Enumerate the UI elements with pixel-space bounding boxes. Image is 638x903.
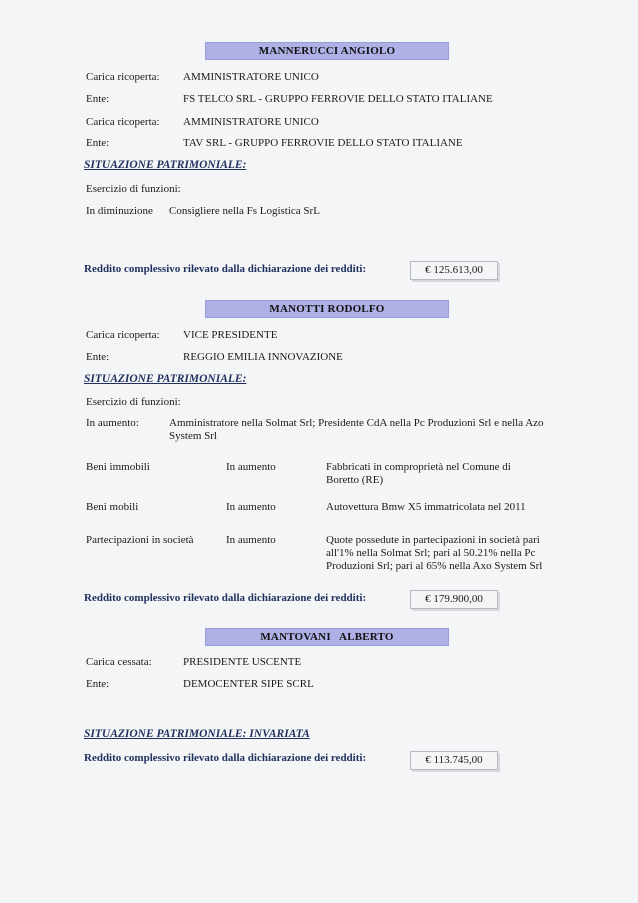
beni-type: Beni immobili — [86, 461, 150, 473]
beni-type: Partecipazioni in società — [86, 534, 194, 546]
field-value: TAV SRL - GRUPPO FERROVIE DELLO STATO ITALIANE — [183, 137, 463, 149]
person-name-header: MANOTTI RODOLFO — [205, 300, 449, 318]
field-label: Ente: — [86, 678, 110, 690]
beni-desc: Quote possedute in partecipazioni in società pari all'1% nella Solmat Srl; pari al 50.21% nella Pc Produzioni Srl; pari al 65% nella Axo System Srl — [326, 534, 543, 572]
field-value: FS TELCO SRL - GRUPPO FERROVIE DELLO STATO ITALIANE — [183, 93, 493, 105]
section-heading: SITUAZIONE PATRIMONIALE: INVARIATA — [84, 728, 310, 740]
beni-desc: Autovettura Bmw X5 immatricolata nel 2011 — [326, 501, 526, 513]
esercizio-label: Esercizio di funzioni: — [86, 183, 181, 195]
field-value: VICE PRESIDENTE — [183, 329, 278, 341]
beni-status: In aumento — [226, 534, 276, 546]
field-label: Carica ricoperta: — [86, 329, 160, 341]
field-value: DEMOCENTER SIPE SCRL — [183, 678, 314, 690]
field-label: Ente: — [86, 351, 110, 363]
beni-status: In aumento — [226, 501, 276, 513]
reddito-label: Reddito complessivo rilevato dalla dichiarazione dei redditi: — [84, 752, 367, 764]
diminuzione-label: In diminuzione — [86, 205, 153, 217]
reddito-label: Reddito complessivo rilevato dalla dichiarazione dei redditi: — [84, 263, 367, 275]
person-name-header: MANNERUCCI ANGIOLO — [205, 42, 449, 60]
aumento-value: Amministratore nella Solmat Srl; Presidente CdA nella Pc Produzioni Srl e nella Azo System Srl — [169, 417, 544, 442]
field-value: AMMINISTRATORE UNICO — [183, 71, 319, 83]
beni-type: Beni mobili — [86, 501, 139, 513]
reddito-label: Reddito complessivo rilevato dalla dichiarazione dei redditi: — [84, 592, 367, 604]
reddito-value: € 113.745,00 — [410, 751, 498, 770]
diminuzione-value: Consigliere nella Fs Logistica SrL — [169, 205, 320, 217]
reddito-value: € 179.900,00 — [410, 590, 498, 609]
section-heading: SITUAZIONE PATRIMONIALE: — [84, 159, 247, 171]
field-value: REGGIO EMILIA INNOVAZIONE — [183, 351, 343, 363]
person-name-header: MANTOVANI ALBERTO — [205, 628, 449, 646]
field-value: PRESIDENTE USCENTE — [183, 656, 302, 668]
field-label: Carica ricoperta: — [86, 116, 160, 128]
beni-desc: Fabbricati in comproprietà nel Comune di Boretto (RE) — [326, 461, 511, 486]
field-label: Ente: — [86, 93, 110, 105]
field-label: Ente: — [86, 137, 110, 149]
section-heading: SITUAZIONE PATRIMONIALE: — [84, 373, 247, 385]
field-label: Carica ricoperta: — [86, 71, 160, 83]
field-label: Carica cessata: — [86, 656, 152, 668]
esercizio-label: Esercizio di funzioni: — [86, 396, 181, 408]
field-value: AMMINISTRATORE UNICO — [183, 116, 319, 128]
reddito-value: € 125.613,00 — [410, 261, 498, 280]
aumento-label: In aumento: — [86, 417, 139, 429]
beni-status: In aumento — [226, 461, 276, 473]
